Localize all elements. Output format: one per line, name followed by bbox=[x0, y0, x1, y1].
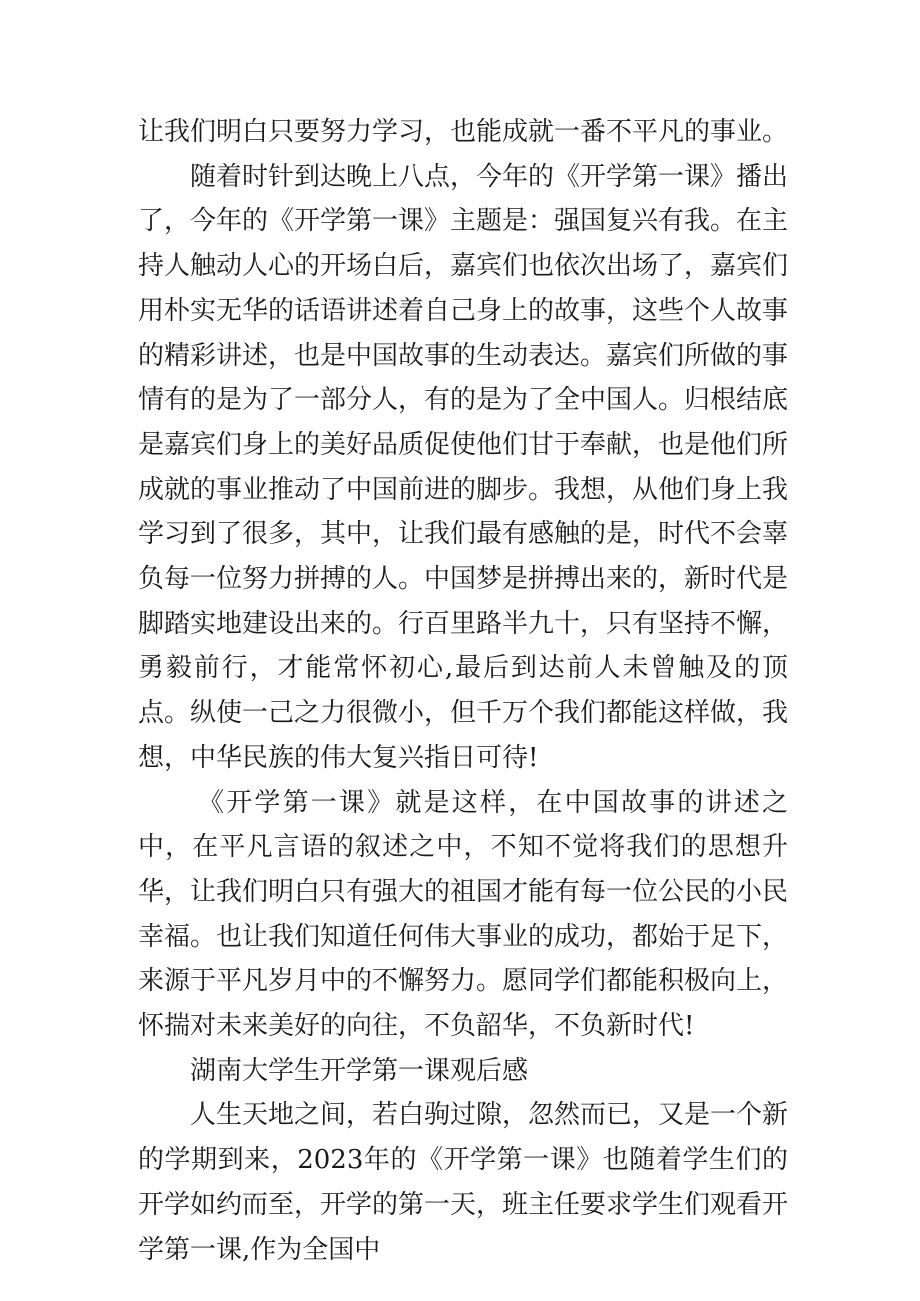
paragraph-new-semester: 人生天地之间，若白驹过隙，忽然而已，又是一个新的学期到来，2023年的《开学第一课》也随着学生们的开学如约而至，开学的第一天，班主任要求学生们观看开学第一课,作为全国中 bbox=[138, 1100, 789, 1265]
paragraph-first-lesson-broadcast: 随着时针到达晚上八点，今年的《开学第一课》播出了，今年的《开学第一课》主题是：强国复兴有我。在主持人触动人心的开场白后，嘉宾们也依次出场了，嘉宾们用朴实无华的话语讲述着自己身上的故事，这些个人故事的精彩讲述，也是中国故事的生动表达。嘉宾们所做的事情有的是为了一部分人，有的是为了全中国人。归根结底是嘉宾们身上的美好品质促使他们甘于奉献，也是他们所成就的事业推动了中国前进的脚步。我想，从他们身上我学习到了很多，其中，让我们最有感触的是，时代不会辜负每一位努力拼搏的人。中国梦是拼搏出来的，新时代是脚踏实地建设出来的。行百里路半九十，只有坚持不懈，勇毅前行，才能常怀初心,最后到达前人未曾触及的顶点。纵使一己之力很微小，但千万个我们都能这样做，我想，中华民族的伟大复兴指日可待! bbox=[138, 161, 789, 773]
paragraph-first-lesson-summary: 《开学第一课》就是这样，在中国故事的讲述之中，在平凡言语的叙述之中，不知不觉将我们的思想升华，让我们明白只有强大的祖国才能有每一位公民的小民幸福。也让我们知道任何伟大事业的成功，都始于足下，来源于平凡岁月中的不懈努力。愿同学们都能积极向上，怀揣对未来美好的向往，不负韶华，不负新时代! bbox=[138, 787, 789, 1042]
document-body bbox=[138, 110, 788, 1272]
paragraph-continued: 让我们明白只要努力学习，也能成就一番不平凡的事业。 bbox=[138, 117, 789, 147]
section-title: 湖南大学生开学第一课观后感 bbox=[190, 1055, 529, 1086]
